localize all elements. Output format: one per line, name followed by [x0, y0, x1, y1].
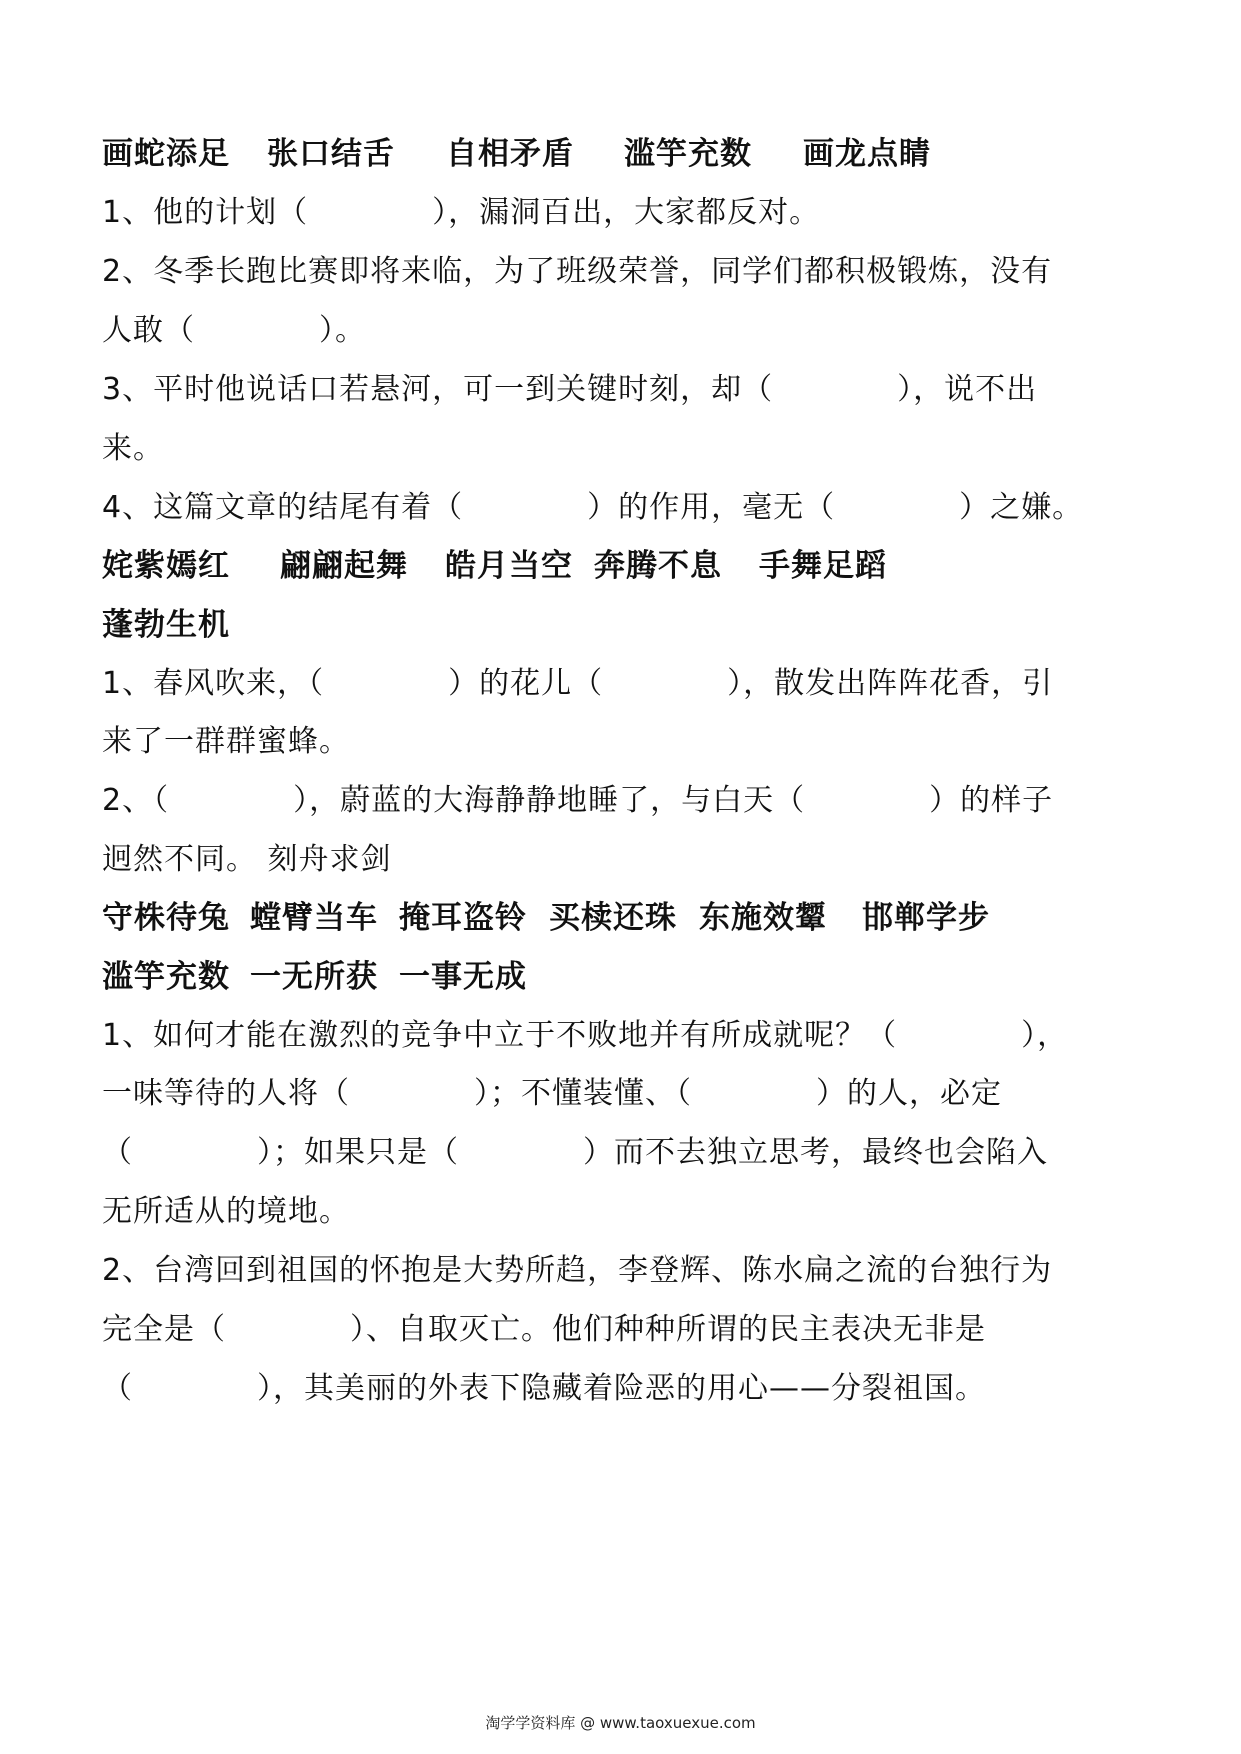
word-item: 画龙点睛 [803, 136, 931, 172]
question-line: 2、（ ），蔚蓝的大海静静地睡了，与白天（ ）的样子 [102, 783, 1054, 818]
word-item: 姹紫嫣红 [102, 548, 230, 584]
question-line: 无所适从的境地。 [102, 1194, 350, 1229]
word-item: 一无所获 [250, 959, 378, 995]
word-item: 奔腾不息 [594, 548, 722, 584]
word-item: 买椟还珠 [549, 900, 677, 936]
word-item: 掩耳盗铃 [399, 900, 527, 936]
word-item: 邯郸学步 [862, 900, 990, 936]
word-item: 皓月当空 [445, 548, 573, 584]
question-line: 3、平时他说话口若悬河，可一到关键时刻，却（ ），说不出 [102, 372, 1038, 407]
question-line: 人敢（ ）。 [102, 313, 366, 348]
question-line: 1、春风吹来，（ ）的花儿（ ），散发出阵阵花香，引 [102, 666, 1054, 701]
word-item: 蓬勃生机 [102, 607, 230, 643]
question-line: 来了一群群蜜蜂。 [102, 724, 350, 759]
question-line: 2、台湾回到祖国的怀抱是大势所趋，李登辉、陈水扁之流的台独行为 [102, 1253, 1053, 1288]
word-item: 翩翩起舞 [280, 548, 408, 584]
question-line: （ ）；如果只是（ ）而不去独立思考，最终也会陷入 [102, 1135, 1048, 1170]
word-item: 滥竽充数 [102, 959, 230, 995]
question-line: 4、这篇文章的结尾有着（ ）的作用，毫无（ ）之嫌。 [102, 490, 1084, 525]
question-line: 一味等待的人将（ ）；不懂装懂、（ ）的人，必定 [102, 1076, 1002, 1111]
word-item: 张口结舌 [267, 136, 395, 172]
question-line: 2、冬季长跑比赛即将来临，为了班级荣誉，同学们都积极锻炼，没有 [102, 254, 1053, 289]
question-line: 来。 [102, 431, 164, 466]
word-item: 一事无成 [399, 959, 527, 995]
footer-watermark: 淘学学资料库 @ www.taoxuexue.com [485, 1714, 756, 1732]
word-item: 画蛇添足 [102, 136, 230, 172]
word-item: 滥竽充数 [624, 136, 752, 172]
question-line: 迥然不同。 刻舟求剑 [102, 842, 392, 877]
question-line: 完全是（ ）、自取灭亡。他们种种所谓的民主表决无非是 [102, 1312, 986, 1347]
question-line: 1、他的计划（ ），漏洞百出，大家都反对。 [102, 195, 821, 230]
word-item: 螳臂当车 [250, 900, 378, 936]
word-item: 守株待兔 [102, 900, 230, 936]
question-line: （ ），其美丽的外表下隐藏着险恶的用心——分裂祖国。 [102, 1371, 986, 1406]
question-line: 1、如何才能在激烈的竞争中立于不败地并有所成就呢？（ ）， [102, 1018, 1069, 1053]
word-item: 自相矛盾 [446, 136, 574, 172]
word-item: 东施效颦 [699, 900, 827, 936]
word-bank-2-cont [102, 605, 230, 645]
word-item: 手舞足蹈 [759, 548, 887, 584]
